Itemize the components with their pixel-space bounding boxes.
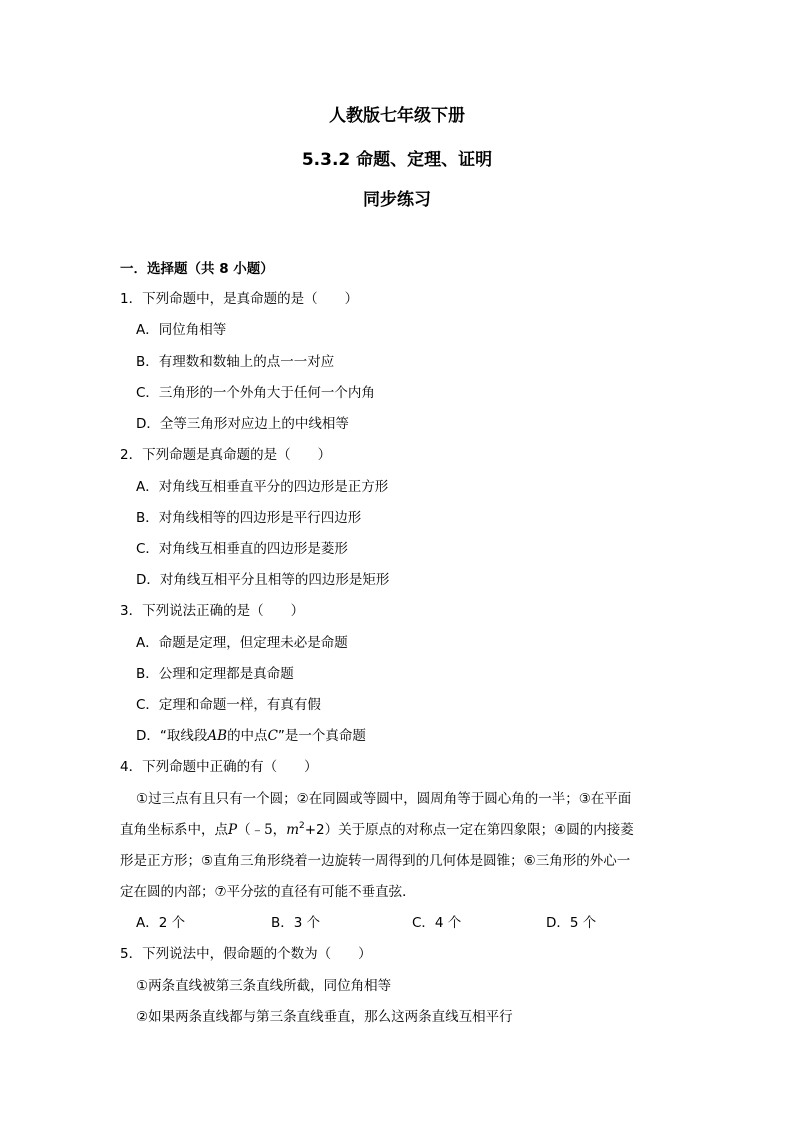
coord-close: +2）关于原点的对称点一定在第四象限；④圆的内接菱 <box>304 822 634 838</box>
lesson-title: 5.3.2 命题、定理、证明 <box>301 150 493 170</box>
question-1-stem: 1．下列命题中，是真命题的是（ ） <box>120 291 359 307</box>
question-2-option-b: B．对角线相等的四边形是平行四边形 <box>136 510 362 526</box>
question-1-option-a: A．同位角相等 <box>136 322 227 338</box>
section-heading: 一．选择题（共 8 小题） <box>120 261 274 277</box>
coord-open: （﹣5， <box>237 822 287 838</box>
question-1-option-d: D．全等三角形对应边上的中线相等 <box>136 416 349 432</box>
question-4-option-b: B．3 个 <box>271 915 321 931</box>
question-1-option-c: C．三角形的一个外角大于任何一个内角 <box>136 385 375 401</box>
option-d-mid: 的中点 <box>227 728 268 744</box>
question-3-stem: 3．下列说法正确的是（ ） <box>120 603 305 619</box>
question-5-item-1: ①两条直线被第三条直线所截，同位角相等 <box>136 978 392 994</box>
variable-m: m <box>286 822 299 838</box>
question-2-option-c: C．对角线互相垂直的四边形是菱形 <box>136 541 348 557</box>
question-2-option-a: A．对角线互相垂直平分的四边形是正方形 <box>136 479 389 495</box>
exponent: 2 <box>299 820 305 831</box>
question-3-option-b: B．公理和定理都是真命题 <box>136 666 294 682</box>
question-4-line-2 <box>120 821 634 839</box>
segment-ab: AB <box>207 728 228 744</box>
line-2-prefix: 直角坐标系中，点 <box>120 822 228 838</box>
question-4-option-c: C．4 个 <box>412 915 462 931</box>
question-4-line-1: ①过三点有且只有一个圆；②在同圆或等圆中，圆周角等于圆心角的一半；③在平面 <box>136 791 632 807</box>
question-3-option-a: A．命题是定理，但定理未必是命题 <box>136 635 348 651</box>
question-4-option-d: D．5 个 <box>546 915 597 931</box>
question-3-option-c: C．定理和命题一样，有真有假 <box>136 697 321 713</box>
question-3-option-d <box>136 727 366 745</box>
point-c: C <box>267 728 278 744</box>
question-4-stem: 4．下列命题中正确的有（ ） <box>120 759 318 775</box>
question-2-option-d: D．对角线互相平分且相等的四边形是矩形 <box>136 572 390 588</box>
option-d-prefix: D．“取线段 <box>136 728 208 744</box>
document-title: 人教版七年级下册 <box>329 106 465 126</box>
exercise-title: 同步练习 <box>363 190 431 210</box>
question-2-stem: 2．下列命题是真命题的是（ ） <box>120 447 332 463</box>
question-1-option-b: B．有理数和数轴上的点一一对应 <box>136 354 335 370</box>
point-p: P <box>228 822 238 838</box>
question-4-line-3: 形是正方形；⑤直角三角形绕着一边旋转一周得到的几何体是圆锥；⑥三角形的外心一 <box>120 853 631 869</box>
option-d-suffix: ”是一个真命题 <box>277 728 366 744</box>
question-5-stem: 5．下列说法中，假命题的个数为（ ） <box>120 946 372 962</box>
question-5-item-2: ②如果两条直线都与第三条直线垂直，那么这两条直线互相平行 <box>136 1009 513 1025</box>
question-4-option-a: A．2 个 <box>136 915 186 931</box>
question-4-line-4: 定在圆的内部；⑦平分弦的直径有可能不垂直弦． <box>120 884 416 900</box>
